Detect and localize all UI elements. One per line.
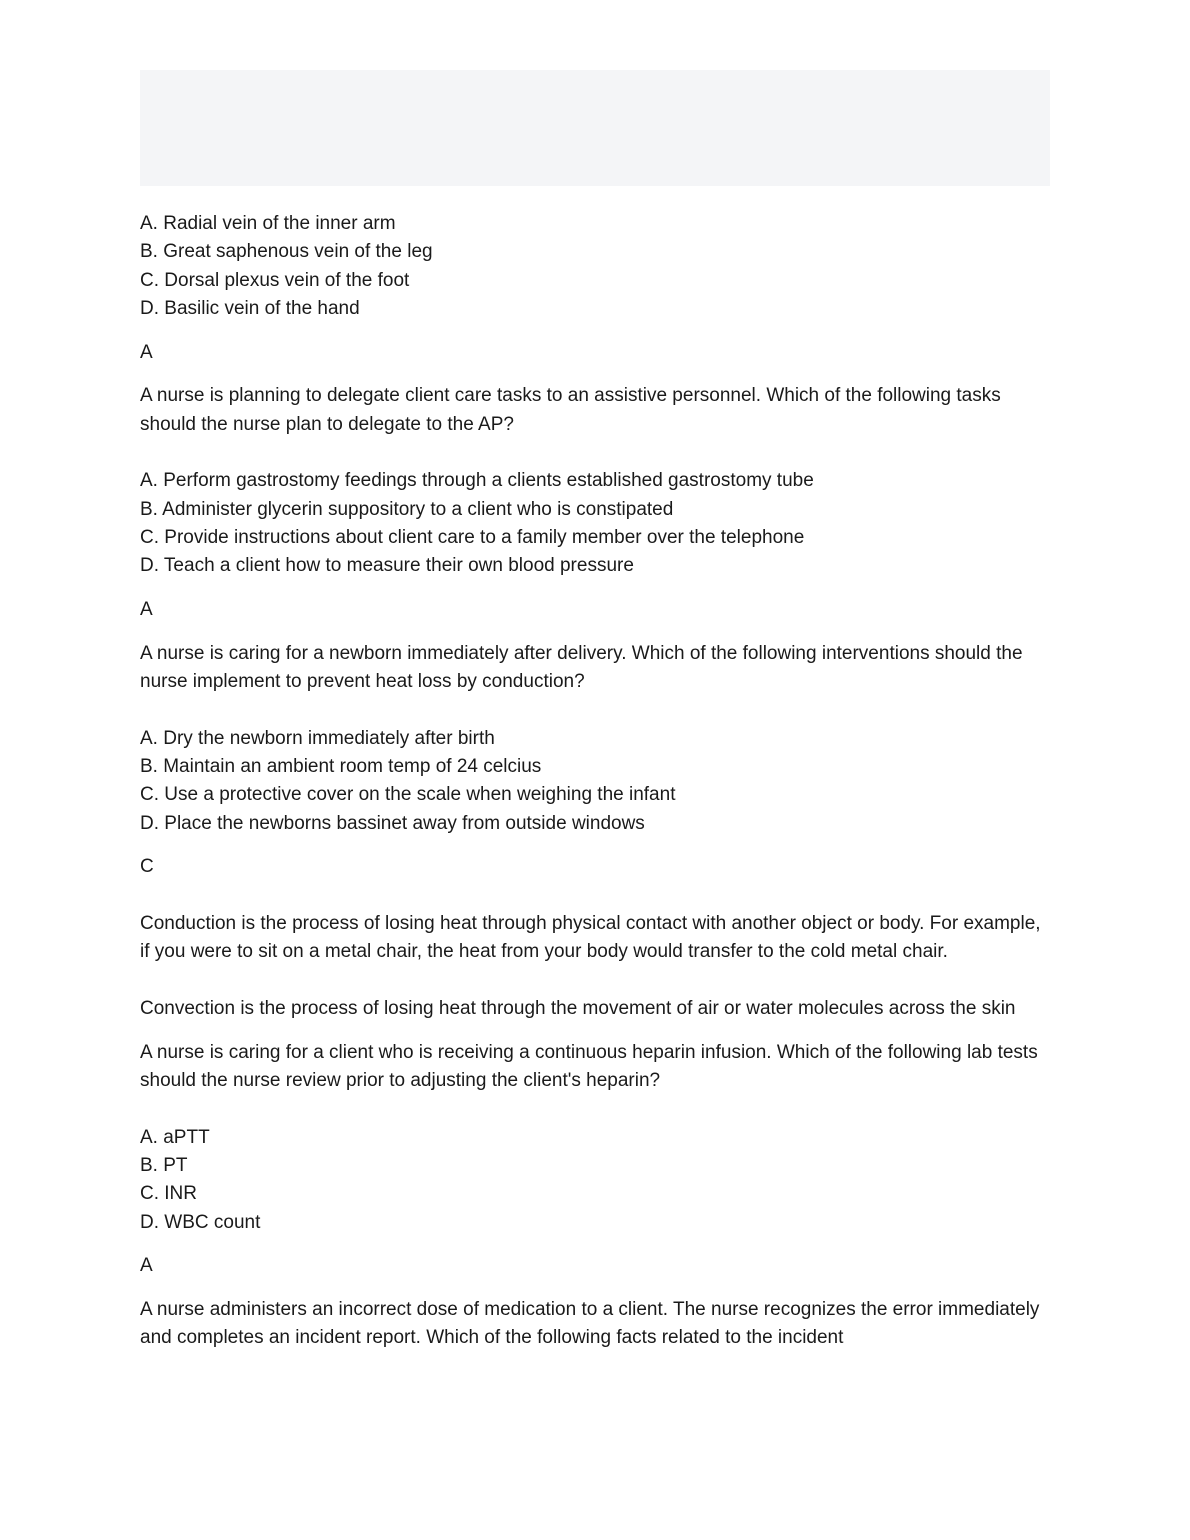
- q3-answer: C: [140, 856, 154, 878]
- q2-option-d: D. Teach a client how to measure their own blood pressure: [140, 555, 634, 577]
- q3-explanation-conduction: Conduction is the process of losing heat through physical contact with another object or body. For example, if you were to sit on a metal chair, the heat from your body would transfer to the cold metal chair.: [140, 913, 1041, 963]
- q1-option-c: C. Dorsal plexus vein of the foot: [140, 269, 410, 291]
- q2-option-a: A. Perform gastrostomy feedings through a clients established gastrostomy tube: [140, 470, 814, 492]
- q2-question: A nurse is planning to delegate client care tasks to an assistive personnel. Which of the following tasks should the nurse plan to delegate to the AP?: [140, 385, 1001, 435]
- q1-option-b: B. Great saphenous vein of the leg: [140, 241, 433, 263]
- q1-option-d: D. Basilic vein of the hand: [140, 297, 360, 319]
- q2-option-b: B. Administer glycerin suppository to a client who is constipated: [140, 498, 674, 520]
- q4-option-a: A. aPTT: [140, 1126, 210, 1148]
- q3-option-a: A. Dry the newborn immediately after birth: [140, 727, 495, 749]
- q1-option-a: A. Radial vein of the inner arm: [140, 213, 396, 234]
- document-body: [140, 210, 1050, 1353]
- q3-option-d: D. Place the newborns bassinet away from outside windows: [140, 812, 645, 834]
- q4-option-c: C. INR: [140, 1183, 197, 1205]
- q1-answer: A: [140, 341, 153, 363]
- q3-question: A nurse is caring for a newborn immediately after delivery. Which of the following interventions should the nurse implement to prevent heat loss by conduction?: [140, 642, 1023, 693]
- q3-option-c: C. Use a protective cover on the scale when weighing the infant: [140, 784, 676, 806]
- header-banner: [140, 70, 1050, 186]
- q5-question: A nurse administers an incorrect dose of medication to a client. The nurse recognizes the error immediately and completes an incident report. Which of the following facts related to the incident: [140, 1299, 1040, 1349]
- q4-option-b: B. PT: [140, 1154, 188, 1176]
- q2-answer: A: [140, 599, 153, 621]
- q3-option-b: B. Maintain an ambient room temp of 24 celcius: [140, 756, 542, 778]
- q4-answer: A: [140, 1255, 153, 1277]
- q4-question: A nurse is caring for a client who is receiving a continuous heparin infusion. Which of the following lab tests should the nurse review prior to adjusting the client's heparin?: [140, 1041, 1038, 1092]
- q4-option-d: D. WBC count: [140, 1211, 261, 1233]
- q2-option-c: C. Provide instructions about client care to a family member over the telephone: [140, 526, 805, 548]
- q3-explanation-convection: Convection is the process of losing heat through the movement of air or water molecules across the skin: [140, 997, 1016, 1019]
